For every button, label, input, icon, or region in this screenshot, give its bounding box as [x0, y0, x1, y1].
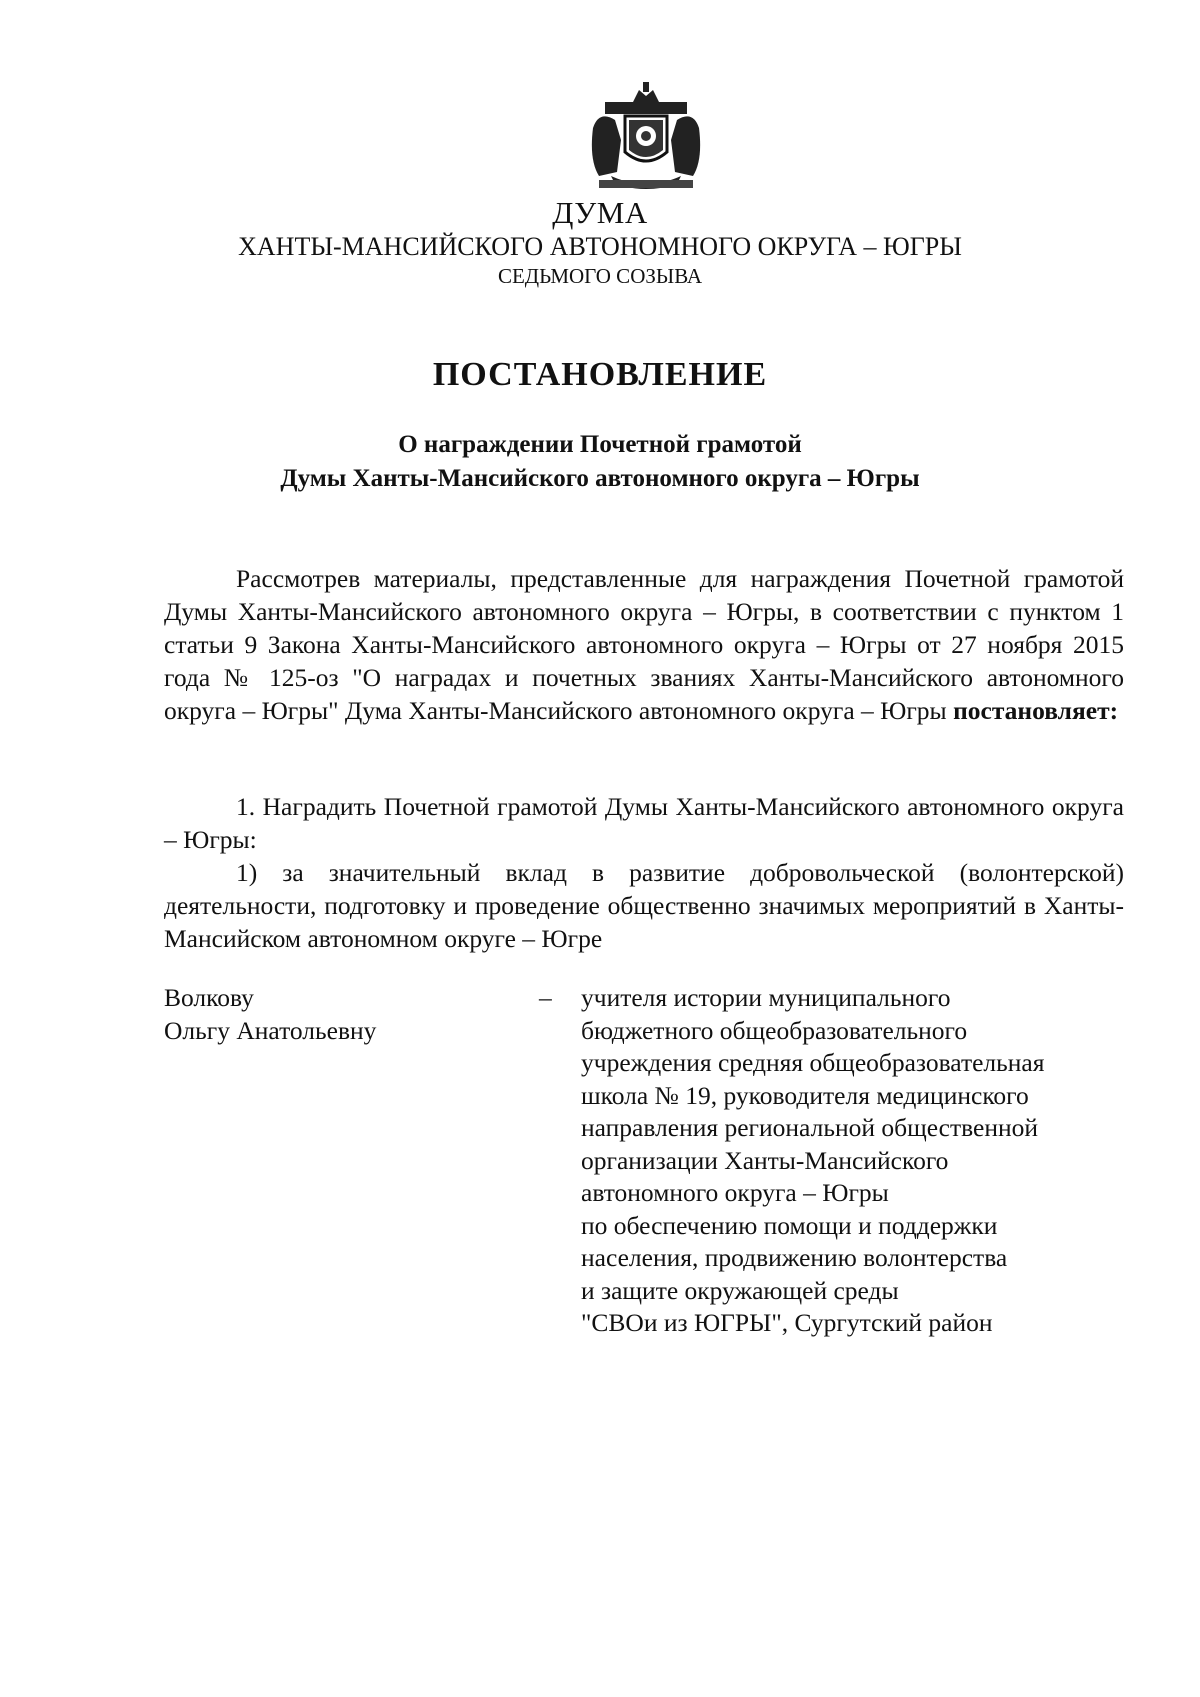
item-1-text: 1. Наградить Почетной грамотой Думы Ханты-Мансийского автономного округа – Югры: — [164, 792, 1124, 854]
preamble-paragraph — [164, 562, 1124, 727]
item-1-paragraph — [164, 790, 1124, 856]
coat-of-arms-icon — [585, 80, 707, 192]
item-1-1-paragraph — [164, 856, 1124, 955]
position-line: учреждения средняя общеобразовательная — [581, 1048, 1045, 1077]
position-line: "СВОи из ЮГРЫ", Сургутский район — [581, 1308, 993, 1337]
position-line: организации Ханты-Мансийского — [581, 1145, 949, 1175]
position-line: школа № 19, руководителя медицинского — [581, 1080, 1029, 1110]
convocation: СЕДЬМОГО СОЗЫВА — [497, 264, 703, 288]
document-type: ПОСТАНОВЛЕНИЕ — [432, 356, 768, 393]
entry-dash: – — [539, 983, 552, 1012]
resolves-word: постановляет: — [953, 696, 1119, 725]
item-1-1-text: 1) за значительный вклад в развитие добровольческой (волонтерской) деятельности, подготовку и проведение общественно значимых мероприятий в Ханты-Мансийском автономном округе – Югре — [164, 858, 1124, 953]
position-line: автономного округа – Югры — [581, 1178, 889, 1207]
org-name-region: ХАНТЫ-МАНСИЙСКОГО АВТОНОМНОГО ОКРУГА – ЮГРЫ — [238, 232, 962, 261]
position-line: направления региональной общественной — [581, 1113, 1039, 1142]
position-line: учителя истории муниципального — [581, 983, 951, 1012]
subject-line-1: О награждении Почетной грамотой — [398, 431, 802, 458]
document-subject — [0, 428, 1200, 496]
preamble-text: Рассмотрев материалы, представленные для награждения Почетной грамотой Думы Ханты-Мансийского автономного округа – Югры, в соответствии с пунктом 1 статьи 9 Закона Ханты-Мансийского автономного округа – Югры от 27 ноября 2015 года № 125-оз "О наградах и почетных званиях Ханты-Мансийского автономного округа – Югры" Дума Ханты-Мансийского автономного округа – Югры — [164, 564, 1124, 725]
awardee-given-names: Ольгу Анатольевну — [164, 1015, 377, 1045]
awardee-name — [164, 982, 524, 1047]
position-line: по обеспечению помощи и поддержки — [581, 1210, 998, 1240]
position-line: бюджетного общеобразовательного — [581, 1015, 968, 1045]
position-line: и защите окружающей среды — [581, 1275, 899, 1305]
subject-line-2: Думы Ханты-Мансийского автономного округа – Югры — [280, 465, 920, 492]
awardee-position — [581, 982, 1121, 1340]
awardee-surname: Волкову — [164, 983, 254, 1012]
position-line: населения, продвижению волонтерства — [581, 1243, 1008, 1272]
org-name-duma: ДУМА — [552, 195, 648, 230]
